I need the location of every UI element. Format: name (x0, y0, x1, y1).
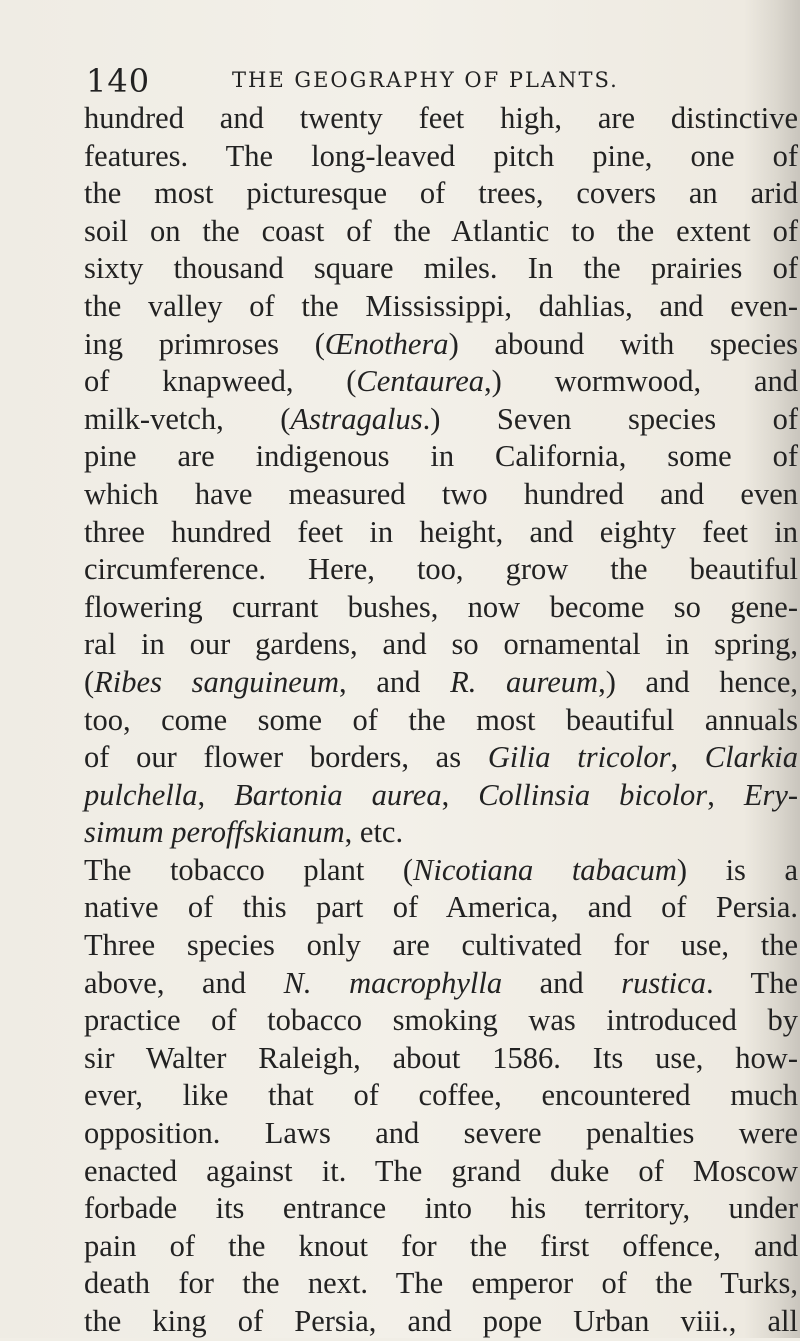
text-line: circumference. Here, too, grow the beautiful (84, 552, 798, 587)
text-line: (Ribes sanguineum, and R. aureum,) and hence, (84, 664, 799, 699)
text-line: the most picturesque of trees, covers an arid (84, 176, 798, 211)
text-line: of knapweed, (Centaurea,) wormwood, and (84, 364, 798, 399)
text-line: pain of the knout for the first offence, and (84, 1228, 798, 1263)
text-line: of our flower borders, as Gilia tricolor, Clarkia (84, 740, 798, 775)
text-line: the king of Persia, and pope Urban viii., all (84, 1304, 798, 1338)
text-line: pulchella, Bartonia aurea, Collinsia bicolor, Ery- (84, 777, 799, 812)
text-line: simum peroffskianum, etc. (84, 815, 404, 850)
text-line: practice of tobacco smoking was introduced by (84, 1003, 798, 1038)
text-line: the valley of the Mississippi, dahlias, and even- (84, 288, 798, 323)
text-line: milk-vetch, (Astragalus.) Seven species of (84, 401, 798, 436)
text-line: soil on the coast of the Atlantic to the extent of (84, 213, 798, 248)
text-line: Three species only are cultivated for use, the (84, 928, 798, 963)
text-line: features. The long-leaved pitch pine, one of (84, 138, 798, 173)
text-line: above, and N. macrophylla and rustica. The (84, 965, 798, 1000)
text-line: death for the next. The emperor of the Turks, (84, 1266, 798, 1301)
text-line: pine are indigenous in California, some of (84, 439, 798, 474)
body-text (84, 100, 798, 1341)
text-line: enacted against it. The grand duke of Moscow (84, 1153, 798, 1188)
text-line: which have measured two hundred and even (84, 476, 798, 511)
text-line: forbade its entrance into his territory, under (84, 1191, 798, 1226)
page-number: 140 (86, 62, 151, 100)
text-line: sir Walter Raleigh, about 1586. Its use, how- (84, 1040, 798, 1075)
text-line: hundred and twenty feet high, are distinctive (84, 101, 798, 135)
text-line: ral in our gardens, and so ornamental in spring, (84, 627, 798, 662)
text-line: native of this part of America, and of Persia. (84, 890, 798, 925)
text-line: three hundred feet in height, and eighty feet in (84, 514, 798, 549)
text-line: ever, like that of coffee, encountered much (84, 1078, 798, 1113)
running-head: THE GEOGRAPHY OF PLANTS. (232, 68, 619, 92)
text-line: opposition. Laws and severe penalties were (84, 1116, 798, 1151)
text-line: ing primroses (Œnothera) abound with species (84, 326, 798, 361)
text-line: sixty thousand square miles. In the prairies of (84, 251, 798, 286)
text-line: flowering currant bushes, now become so gene- (84, 589, 798, 624)
text-line: The tobacco plant (Nicotiana tabacum) is a (84, 852, 798, 887)
text-line: too, come some of the most beautiful annuals (84, 702, 798, 737)
